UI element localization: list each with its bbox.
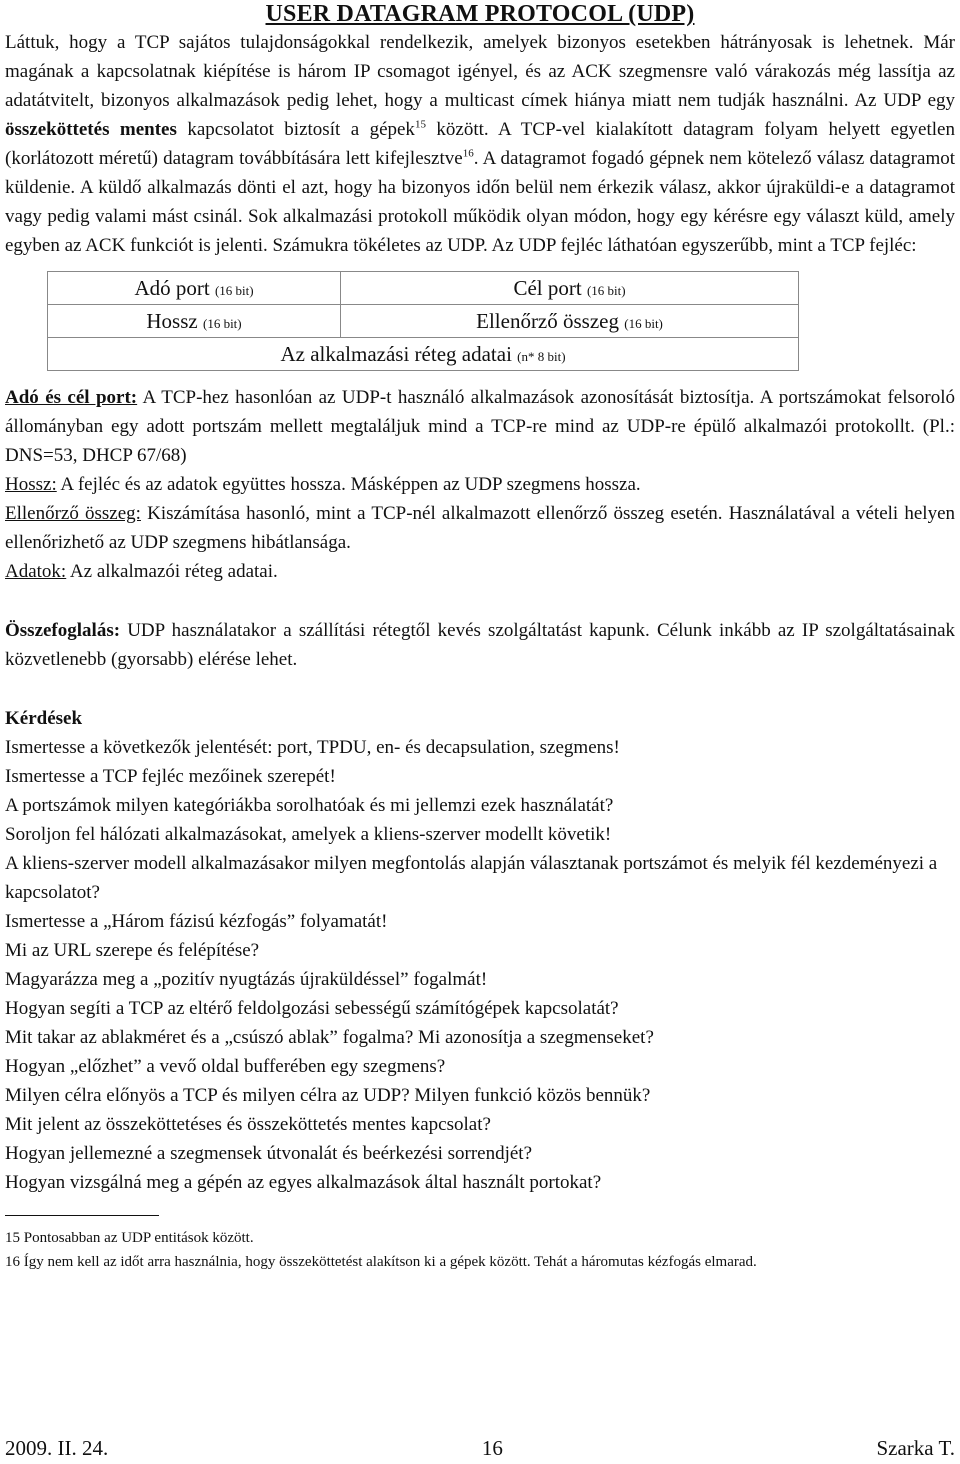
- checksum-cell: [341, 305, 799, 338]
- length-bits: (16 bit): [202, 315, 242, 331]
- summary-text: UDP használatakor a szállítási rétegtől kevés szolgáltatást kapunk. Célunk inkább az IP szolgáltatásainak közvetlenebb (gyorsabb) elérése lehet.: [5, 620, 955, 670]
- page-title: USER DATAGRAM PROTOCOL (UDP): [265, 1, 695, 27]
- dst-port-label: Cél port: [513, 275, 582, 300]
- length-cell: [48, 305, 341, 338]
- footnote-ref-15[interactable]: 15: [414, 118, 426, 131]
- checksum-term: Ellenőrző összeg:: [5, 503, 141, 524]
- list-item: Soroljon fel hálózati alkalmazásokat, amelyek a kliens-szerver modellt követik!: [5, 824, 612, 845]
- data-cell: [48, 338, 799, 371]
- dst-port-bits: (16 bit): [586, 282, 626, 298]
- footnote-16: 16 Így nem kell az időt arra használnia, hogy összeköttetést alakítson ki a gépek között. Tehát a háromutas kézfogás elmarad.: [5, 1254, 757, 1270]
- length-label: Hossz: [146, 308, 198, 333]
- intro-text-2: kapcsolatot biztosít a gépek: [176, 119, 415, 140]
- footer-page-number: 16: [481, 1435, 503, 1460]
- intro-text-1: Láttuk, hogy a TCP sajátos tulajdonságokkal rendelkezik, amelyek bizonyos esetekben hátrányosak is lehetnek. Már magának a kapcsolatnak kiépítése is három IP csomagot igényel, és az ACK szegmensre való várakozás még lassítja az adatátvitelt, bizonyos alkalmazások pedig lehet, hogy a multicast címek hiánya miatt nem tudják használni. Az UDP egy: [5, 32, 955, 111]
- list-item: Mit takar az ablakméret és a „csúszó ablak” fogalma? Mi azonosítja a szegmenseket?: [5, 1027, 654, 1048]
- document-page: [5, 0, 955, 1274]
- summary-label: Összefoglalás:: [5, 620, 121, 641]
- table-row: [48, 272, 799, 305]
- questions-heading: Kérdések: [5, 708, 83, 729]
- udp-header-table: [47, 271, 799, 371]
- spacer: [5, 586, 955, 616]
- list-item: Ismertesse a következők jelentését: port, TPDU, en- és decapsulation, szegmens!: [5, 737, 620, 758]
- checksum-bits: (16 bit): [624, 315, 663, 331]
- footnote-divider: [5, 1215, 159, 1216]
- checksum-text: Kiszámítása hasonló, mint a TCP-nél alkalmazott ellenőrző összeg esetén. Használatával a vételi helyen ellenőrizhető az UDP szegmens hibátlansága.: [5, 503, 955, 553]
- list-item: Milyen célra előnyös a TCP és milyen célra az UDP? Milyen funkció közös bennük?: [5, 1085, 651, 1106]
- list-item: Mit jelent az összeköttetéses és összeköttetés mentes kapcsolat?: [5, 1114, 491, 1135]
- list-item: A kliens-szerver modell alkalmazásakor milyen megfontolás alapján választanak portszámot és melyik fél kezdeményezi a kapcsolatot?: [5, 853, 938, 903]
- data-bits: (n* 8 bit): [517, 348, 566, 364]
- questions-list: [5, 733, 955, 1197]
- ports-description: [5, 383, 955, 470]
- data-description: [5, 557, 955, 586]
- intro-text-4: . A datagramot fogadó gépnek nem kötelező válasz datagramot küldenie. A küldő alkalmazás dönti el azt, hogy ha bizonyos időn belül nem érkezik válasz, akkor újraküldi-e a datagramot vagy pedig valami mást csinál. Sok alkalmazási protokoll működik olyan módon, hogy egy kérésre egy választ küld, amely egyben az ACK funkciót is jelenti. Számukra tökéletes az UDP. Az UDP fejléc láthatóan egyszerűbb, mint a TCP fejléc:: [5, 148, 956, 256]
- list-item: Ismertesse a TCP fejléc mezőinek szerepét!: [5, 766, 336, 787]
- footnote-ref-16[interactable]: 16: [462, 147, 474, 160]
- list-item: A portszámok milyen kategóriákba sorolhatóak és mi jellemzi ezek használatát?: [5, 795, 614, 816]
- src-port-cell: [48, 272, 341, 305]
- ports-term: Adó és cél port:: [5, 387, 138, 408]
- src-port-label: Adó port: [134, 275, 210, 300]
- list-item: Hogyan segíti a TCP az eltérő feldolgozási sebességű számítógépek kapcsolatát?: [5, 998, 619, 1019]
- table-row: [48, 338, 799, 371]
- checksum-description: [5, 499, 955, 557]
- length-text: A fejléc és az adatok együttes hossza. Másképpen az UDP szegmens hossza.: [56, 474, 641, 495]
- data-text: Az alkalmazói réteg adatai.: [66, 561, 278, 582]
- spacer: [5, 674, 955, 704]
- table-row: [48, 305, 799, 338]
- list-item: Mi az URL szerepe és felépítése?: [5, 940, 260, 961]
- length-term: Hossz:: [5, 474, 57, 495]
- list-item: Hogyan vizsgálná meg a gépén az egyes alkalmazások által használt portokat?: [5, 1172, 602, 1193]
- intro-bold-term: összeköttetés mentes: [5, 119, 177, 140]
- length-description: [5, 470, 955, 499]
- src-port-bits: (16 bit): [214, 282, 254, 298]
- page-footer: [5, 1432, 955, 1464]
- list-item: Magyarázza meg a „pozitív nyugtázás újraküldéssel” fogalmát!: [5, 969, 488, 990]
- checksum-label: Ellenőrző összeg: [476, 308, 619, 333]
- intro-text-3: között. A TCP-vel kialakított datagram folyam helyett egyetlen (korlátozott méretű) datagram továbbítására lett kifejlesztve: [5, 119, 955, 169]
- list-item: Hogyan jellemezné a szegmensek útvonalát és beérkezési sorrendjét?: [5, 1143, 533, 1164]
- data-label: Az alkalmazási réteg adatai: [280, 341, 512, 366]
- footer-author: Szarka T.: [876, 1435, 955, 1460]
- data-term: Adatok:: [5, 561, 67, 582]
- footer-date: 2009. II. 24.: [5, 1435, 109, 1460]
- list-item: Ismertesse a „Három fázisú kézfogás” folyamatát!: [5, 911, 388, 932]
- ports-text: A TCP-hez hasonlóan az UDP-t használó alkalmazások azonosítását biztosítja. A portszámokat felsoroló állományban egy adott portszám mellett megtaláljuk mind a TCP-re mind az UDP-re épülő alkalmazói protokollt. (Pl.: DNS=53, DHCP 67/68): [5, 387, 955, 466]
- intro-paragraph: [5, 28, 955, 260]
- summary-paragraph: [5, 616, 955, 674]
- dst-port-cell: [341, 272, 799, 305]
- list-item: Hogyan „előzhet” a vevő oldal bufferében egy szegmens?: [5, 1056, 446, 1077]
- footnote-15: 15 Pontosabban az UDP entitások között.: [5, 1230, 254, 1246]
